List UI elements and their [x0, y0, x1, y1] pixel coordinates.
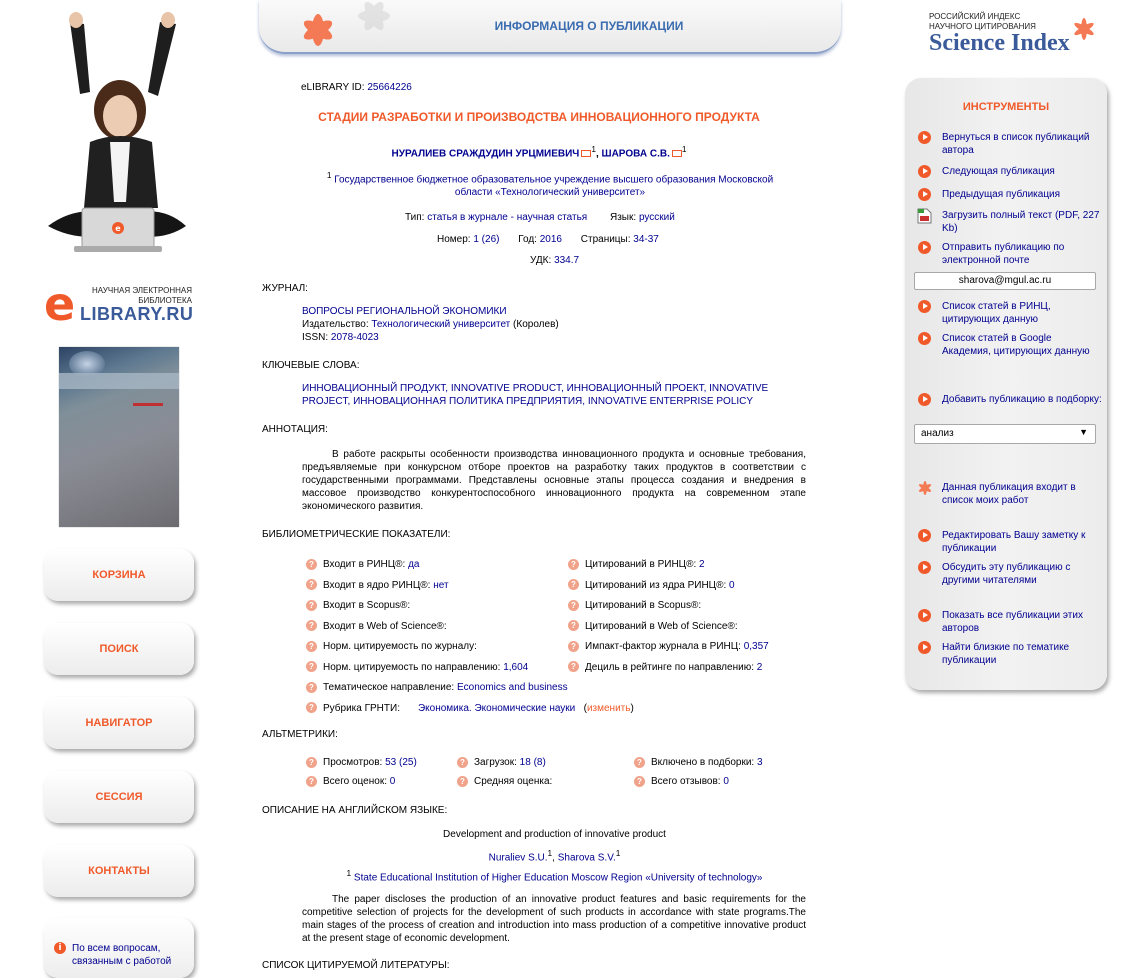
- alt-label: Всего оценок:: [323, 776, 387, 787]
- elibrary-id-value[interactable]: 25664226: [367, 82, 412, 93]
- play-icon: [918, 300, 931, 313]
- science-index-name: Science Index: [929, 30, 1070, 56]
- alt-row: [306, 772, 417, 791]
- year-label: Год:: [518, 234, 537, 245]
- biblio-row: ? Рубрика ГРНТИ: Экономика. Экономические науки (изменить): [306, 699, 634, 720]
- english-author-1[interactable]: Nuraliev S.U.: [488, 852, 548, 864]
- play-icon: [918, 332, 931, 345]
- english-affiliation-sup: 1: [346, 868, 352, 878]
- publisher-label: Издательство:: [302, 319, 369, 330]
- elibrary-name: LIBRARY.RU: [80, 304, 194, 324]
- biblio-row: [568, 658, 769, 679]
- author-link-2[interactable]: ШАРОВА С.В.: [601, 148, 670, 160]
- tools-heading: ИНСТРУМЕНТЫ: [962, 101, 1050, 113]
- help-icon[interactable]: ?: [306, 600, 317, 611]
- topic-label: Тематическое направление:: [323, 682, 455, 693]
- issn-row: [302, 331, 559, 344]
- elibrary-id: [301, 82, 412, 93]
- science-index-line-2: НАУЧНОГО ЦИТИРОВАНИЯ: [929, 22, 1036, 31]
- udk-row: [530, 255, 579, 266]
- alt-value: 0: [389, 776, 396, 787]
- nav-button-navigator[interactable]: НАВИГАТОР: [44, 697, 194, 749]
- change-grnti-link[interactable]: изменить: [586, 702, 631, 714]
- english-affiliation: [262, 868, 847, 883]
- help-icon[interactable]: ?: [306, 682, 317, 693]
- biblio-label: Цитирований в РИНЦ®:: [585, 559, 697, 570]
- nav-button-search[interactable]: ПОИСК: [44, 623, 194, 675]
- help-icon[interactable]: ?: [634, 757, 645, 768]
- tool-rinc-citing-list[interactable]: Список статей в РИНЦ, цитирующих данную: [942, 301, 1051, 325]
- bibliometrics-right: [568, 555, 769, 678]
- chevron-down-icon: ▼: [1079, 427, 1088, 437]
- elibrary-tagline-2: БИБЛИОТЕКА: [138, 296, 192, 305]
- help-icon[interactable]: ?: [306, 661, 317, 672]
- tool-previous-publication[interactable]: Предыдущая публикация: [942, 189, 1061, 200]
- biblio-row: [568, 617, 769, 638]
- left-column: [0, 0, 240, 969]
- play-icon: [918, 393, 931, 406]
- page-header-banner: [259, 0, 841, 54]
- biblio-label: Норм. цитируемость по направлению:: [323, 661, 501, 673]
- abstract-text: В работе раскрыты особенности производства инновационного продукта и основные требования, предъявляемые при конкурсном отборе проектов на разработку таких продуктов в соответствии с государственными программами. Представлены основные этапы процесса создания и внедрения в массовое производство конкурентоспособного инновационного продукта на современном этапе экономического развития.: [302, 449, 806, 512]
- biblio-value: 1,604: [503, 661, 529, 673]
- play-icon: [918, 561, 931, 574]
- biblio-label: Импакт-фактор журнала в РИНЦ:: [585, 641, 741, 652]
- biblio-value[interactable]: 0: [729, 579, 735, 591]
- biblio-row: [568, 596, 769, 617]
- email-icon[interactable]: [581, 150, 591, 157]
- altmetrics-col-3: [634, 753, 763, 791]
- altmetrics-col-2: [457, 753, 552, 791]
- tool-send-by-email[interactable]: Отправить публикацию по электронной почте: [942, 242, 1065, 266]
- play-icon: [918, 131, 931, 144]
- elibrary-logo[interactable]: [44, 277, 204, 331]
- abstract-heading: АННОТАЦИЯ:: [262, 424, 328, 435]
- email-icon[interactable]: [672, 150, 682, 157]
- bibliometrics-heading: БИБЛИОМЕТРИЧЕСКИЕ ПОКАЗАТЕЛИ:: [262, 529, 451, 540]
- keywords-heading: КЛЮЧЕВЫЕ СЛОВА:: [262, 360, 360, 371]
- info-box: [44, 918, 194, 978]
- author-sup-1: 1: [591, 144, 596, 154]
- help-icon[interactable]: ?: [457, 757, 468, 768]
- publication-number-row: [437, 234, 659, 245]
- elibrary-logo-letter: e: [44, 277, 76, 331]
- page-title: ИНФОРМАЦИЯ О ПУБЛИКАЦИИ: [494, 19, 684, 33]
- issn-value: 2078-4023: [330, 332, 379, 343]
- biblio-row: [306, 678, 634, 699]
- udk-value: 334.7: [554, 255, 580, 266]
- biblio-label: Дециль в рейтинге по направлению:: [585, 661, 754, 673]
- alt-row: [457, 772, 552, 791]
- help-icon[interactable]: ?: [306, 757, 317, 768]
- biblio-label: Входит в РИНЦ®:: [323, 559, 406, 570]
- science-index-logo[interactable]: [929, 10, 1109, 60]
- grnti-label: Рубрика ГРНТИ:: [323, 702, 400, 714]
- help-icon[interactable]: ?: [306, 620, 317, 631]
- biblio-label: Входит в Web of Science®:: [323, 620, 447, 632]
- play-icon: [918, 241, 931, 254]
- tool-in-my-works[interactable]: Данная публикация входит в список моих работ: [942, 482, 1076, 506]
- help-icon[interactable]: ?: [634, 776, 645, 787]
- biblio-row: [568, 576, 769, 597]
- alt-value[interactable]: 3: [756, 757, 763, 768]
- elibrary-id-label: eLIBRARY ID:: [301, 82, 365, 93]
- english-author-sup-1: 1: [547, 848, 553, 858]
- cover-band: [59, 373, 179, 389]
- asterisk-flower-icon: [1071, 16, 1097, 42]
- tool-discuss-publication[interactable]: Обсудить эту публикацию с другими читателями: [942, 562, 1071, 586]
- help-icon[interactable]: ?: [568, 559, 579, 570]
- altmetrics-heading: АЛЬТМЕТРИКИ:: [262, 729, 338, 740]
- alt-row: [634, 772, 763, 791]
- alt-label: Включено в подборки:: [651, 757, 755, 768]
- affiliation-link[interactable]: Государственное бюджетное образовательное учреждение высшего образования Московской области «Технологический университет»: [334, 174, 774, 199]
- info-box-text[interactable]: [72, 942, 171, 968]
- english-abstract: The paper discloses the production of an innovative product features and basic requirements for the competitive selection of projects for the development of such products in accordance with state programs.The main stages of the process of creation and introduction into mass production of a competitive innovative product at the present stage of economic development.: [302, 894, 806, 944]
- info-box-line-1: По всем вопросам,: [72, 943, 161, 954]
- biblio-label: Норм. цитируемость по журналу:: [323, 641, 477, 652]
- biblio-label: Цитирований в Scopus®:: [585, 600, 702, 611]
- journal-name-link[interactable]: ВОПРОСЫ РЕГИОНАЛЬНОЙ ЭКОНОМИКИ: [302, 306, 507, 317]
- info-box-line-2: связанным с работой: [72, 956, 172, 967]
- publisher-city: (Королев): [513, 319, 559, 330]
- alt-label: Всего отзывов:: [651, 776, 721, 787]
- journal-cover-image[interactable]: [59, 347, 179, 527]
- alt-value[interactable]: 53 (25): [385, 757, 417, 768]
- help-icon[interactable]: ?: [568, 600, 579, 611]
- tool-all-author-publications[interactable]: Показать все публикации этих авторов: [942, 610, 1083, 634]
- nav-button-cart[interactable]: КОРЗИНА: [44, 549, 194, 601]
- issn-label: ISSN:: [302, 332, 329, 343]
- play-icon: [918, 165, 931, 178]
- lang-value[interactable]: русский: [638, 212, 675, 223]
- hero-photo: [40, 12, 190, 257]
- info-icon: i: [54, 942, 66, 954]
- publication-type-row: [405, 212, 675, 223]
- help-icon[interactable]: ?: [306, 702, 317, 713]
- english-heading: ОПИСАНИЕ НА АНГЛИЙСКОМ ЯЗЫКЕ:: [262, 805, 448, 816]
- number-label: Номер:: [437, 234, 471, 245]
- udk-label: УДК:: [530, 255, 552, 266]
- email-input[interactable]: sharova@mgul.ac.ru: [914, 272, 1096, 290]
- biblio-value: 0,357: [743, 641, 769, 652]
- tool-download-pdf[interactable]: Загрузить полный текст (PDF, 227 Kb): [942, 210, 1100, 234]
- publication-title: СТАДИИ РАЗРАБОТКИ И ПРОИЗВОДСТВА ИННОВАЦИОННОГО ПРОДУКТА: [318, 110, 760, 124]
- tool-edit-note[interactable]: Редактировать Вашу заметку к публикации: [942, 530, 1086, 554]
- alt-label: Средняя оценка:: [474, 776, 553, 787]
- affiliation-sup: 1: [326, 170, 332, 180]
- elibrary-tagline: [84, 286, 192, 306]
- play-icon: [918, 609, 931, 622]
- biblio-row: [568, 555, 769, 576]
- references-heading: СПИСОК ЦИТИРУЕМОЙ ЛИТЕРАТУРЫ:: [262, 960, 450, 971]
- lang-label: Язык:: [610, 212, 637, 223]
- play-icon: [918, 529, 931, 542]
- play-icon: [918, 641, 931, 654]
- journal-block: [302, 305, 559, 344]
- pages-label: Страницы:: [580, 234, 631, 245]
- help-icon[interactable]: ?: [457, 776, 468, 787]
- help-icon[interactable]: ?: [568, 579, 579, 590]
- biblio-label: Входит в Scopus®:: [323, 600, 411, 611]
- tool-next-publication[interactable]: Следующая публикация: [942, 166, 1055, 177]
- help-icon[interactable]: ?: [306, 776, 317, 787]
- affiliation: [310, 169, 790, 199]
- biblio-value[interactable]: 2: [699, 559, 705, 570]
- biblio-value: 2: [756, 661, 763, 673]
- biblio-value[interactable]: нет: [433, 579, 449, 591]
- year-value: 2016: [539, 234, 562, 245]
- pdf-icon: [917, 208, 932, 224]
- tool-back-to-author-list[interactable]: Вернуться в список публикаций автора: [942, 132, 1090, 156]
- alt-label: Просмотров:: [323, 757, 383, 768]
- svg-text:e: e: [115, 224, 121, 233]
- science-index-line-1: РОССИЙСКИЙ ИНДЕКС: [929, 12, 1021, 21]
- asterisk-icon: [917, 480, 933, 496]
- help-icon[interactable]: ?: [568, 661, 579, 672]
- help-icon[interactable]: ?: [568, 641, 579, 652]
- grnti-link[interactable]: Экономика. Экономические науки: [417, 702, 576, 714]
- altmetrics-col-1: [306, 753, 417, 791]
- author-sup-2: 1: [681, 144, 687, 154]
- biblio-label: Цитирований в Web of Science®:: [585, 620, 738, 632]
- english-title: Development and production of innovative product: [443, 829, 666, 840]
- tools-panel: [905, 78, 1107, 690]
- cover-red-line: [133, 403, 163, 406]
- alt-row: [457, 753, 552, 772]
- help-icon[interactable]: ?: [306, 579, 317, 590]
- biblio-label: Входит в ядро РИНЦ®:: [323, 579, 431, 591]
- tool-add-to-collection[interactable]: Добавить публикацию в подборку:: [942, 394, 1102, 405]
- publisher-row: [302, 318, 559, 331]
- number-value[interactable]: 1 (26): [473, 234, 500, 245]
- biblio-value[interactable]: да: [408, 559, 420, 570]
- pages-value: 34-37: [633, 234, 659, 245]
- collection-select[interactable]: [914, 424, 1096, 444]
- help-icon[interactable]: ?: [306, 559, 317, 570]
- author-link-1[interactable]: НУРАЛИЕВ СРАЖДУДИН УРЦМИЕВИЧ: [391, 148, 580, 160]
- type-label: Тип:: [405, 212, 425, 223]
- science-index-tagline: [929, 12, 1036, 32]
- keywords-links[interactable]: ИННОВАЦИОННЫЙ ПРОДУКТ, INNOVATIVE PRODUCT, ИННОВАЦИОННЫЙ ПРОЕКТ, INNOVATIVE PROJECT, ИННОВАЦИОННАЯ ПОЛИТИКА ПРЕДПРИЯТИЯ, INNOVATIVE ENTERPRISE POLICY: [302, 383, 769, 407]
- alt-row: [634, 753, 763, 772]
- topic-link[interactable]: Economics and business: [456, 682, 568, 693]
- help-icon[interactable]: ?: [568, 620, 579, 631]
- alt-row: [306, 753, 417, 772]
- nav-button-contacts[interactable]: КОНТАКТЫ: [44, 845, 194, 897]
- alt-value[interactable]: 18 (8): [519, 757, 546, 768]
- nav-button-session[interactable]: СЕССИЯ: [44, 771, 194, 823]
- tool-find-similar[interactable]: Найти близкие по тематике публикации: [942, 642, 1070, 666]
- english-affiliation-link[interactable]: State Educational Institution of Higher Education Moscow Region «University of technology»: [353, 872, 763, 884]
- collection-select-value: анализ: [921, 428, 954, 439]
- biblio-row: [568, 637, 769, 658]
- publisher-link[interactable]: Технологический университет: [371, 319, 511, 330]
- english-author-sup-2: 1: [615, 848, 621, 858]
- journal-heading: ЖУРНАЛ:: [262, 283, 308, 294]
- biblio-label: Цитирований из ядра РИНЦ®:: [585, 579, 727, 591]
- alt-value: 0: [723, 776, 729, 787]
- english-authors: Nuraliev S.U.$^1$, Sharova S.V.$^1$: [488, 848, 621, 864]
- alt-label: Загрузок:: [474, 757, 517, 768]
- play-icon: [918, 188, 931, 201]
- type-value[interactable]: статья в журнале - научная статья: [427, 212, 588, 223]
- tool-google-scholar-citing[interactable]: Список статей в Google Академия, цитирующих данную: [942, 333, 1090, 357]
- english-author-2[interactable]: Sharova S.V.: [557, 852, 616, 864]
- authors: НУРАЛИЕВ СРАЖДУДИН УРЦМИЕВИЧ $^1$, ШАРОВА С.В. $^1$: [391, 144, 687, 160]
- elibrary-tagline-1: НАУЧНАЯ ЭЛЕКТРОННАЯ: [92, 286, 192, 295]
- help-icon[interactable]: ?: [306, 641, 317, 652]
